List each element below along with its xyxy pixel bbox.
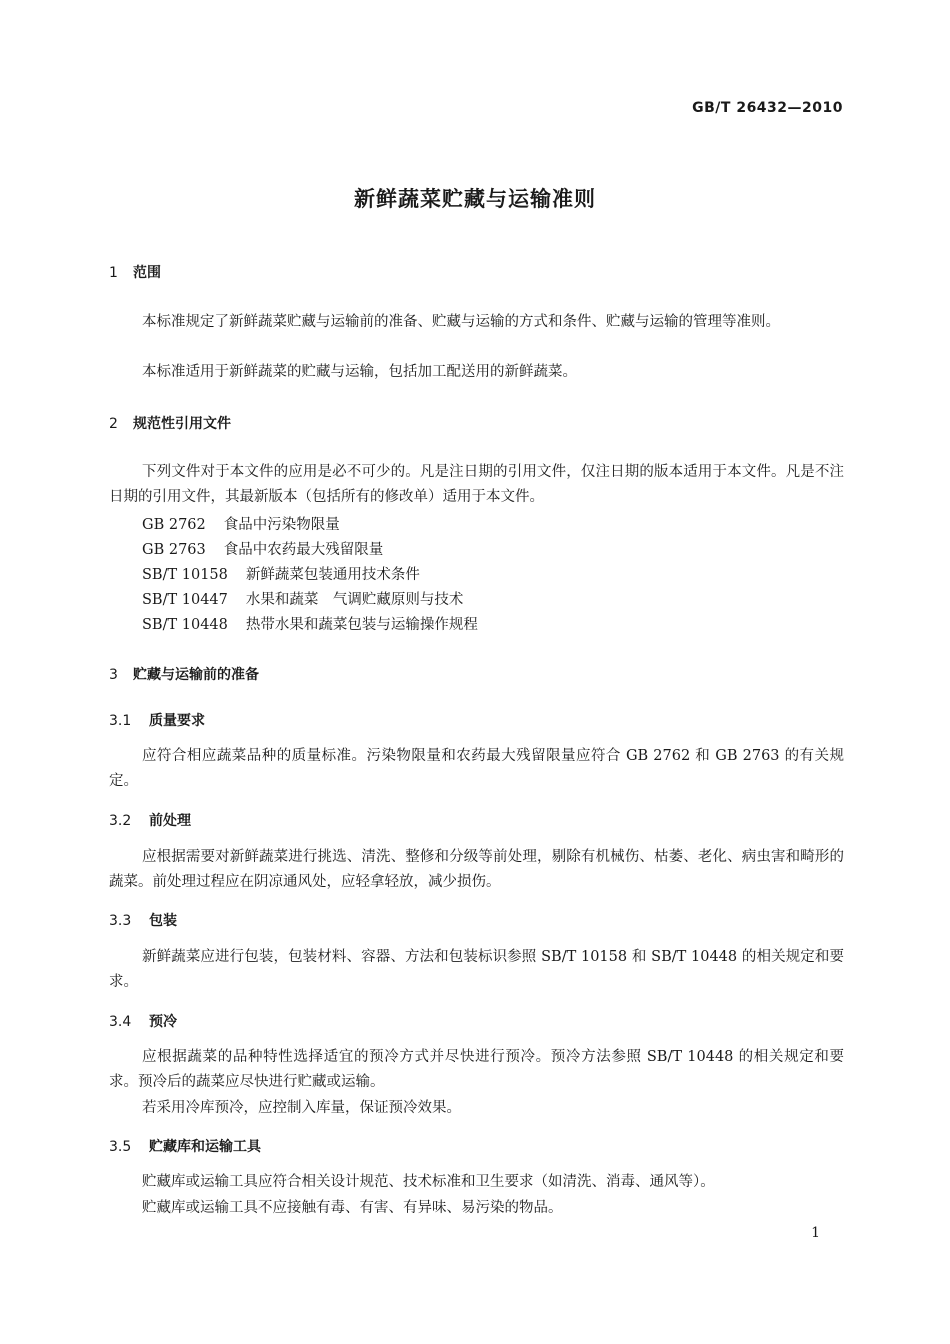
section-1-paragraph-1: 本标准规定了新鲜蔬菜贮藏与运输前的准备、贮藏与运输的方式和条件、贮藏与运输的管理等准则。	[142, 314, 780, 330]
subsection-number: 3.1	[109, 713, 132, 729]
section-3-heading	[109, 664, 259, 684]
reference-title: 新鲜蔬菜包装通用技术条件	[245, 567, 420, 583]
section-number: 1	[109, 265, 118, 281]
reference-title: 食品中污染物限量	[223, 517, 340, 533]
subsection-title: 前处理	[149, 813, 191, 829]
standard-number: GB/T 26432—2010	[692, 100, 843, 116]
subsection-title: 包装	[149, 913, 177, 929]
subsection-3-3-heading	[109, 910, 177, 930]
subsection-3-4-paragraph-2: 若采用冷库预冷，应控制入库量，保证预冷效果。	[142, 1100, 461, 1116]
reference-item	[142, 588, 463, 609]
reference-item	[142, 613, 478, 634]
section-1-paragraph-2: 本标准适用于新鲜蔬菜的贮藏与运输，包括加工配送用的新鲜蔬菜。	[142, 364, 577, 380]
section-2-heading	[109, 413, 231, 433]
subsection-number: 3.2	[109, 813, 132, 829]
section-number: 2	[109, 416, 118, 432]
section-number: 3	[109, 667, 118, 683]
subsection-3-3-paragraph: 新鲜蔬菜应进行包装，包装材料、容器、方法和包装标识参照 SB/T 10158 和 SB/T 10448 的相关规定和要求。	[109, 949, 844, 990]
reference-title: 食品中农药最大残留限量	[223, 542, 384, 558]
reference-code: SB/T 10158	[142, 567, 228, 583]
document-title: 新鲜蔬菜贮藏与运输准则	[354, 187, 596, 211]
subsection-3-5-paragraph-1: 贮藏库或运输工具应符合相关设计规范、技术标准和卫生要求（如清洗、消毒、通风等）。	[142, 1174, 715, 1190]
subsection-3-5-heading	[109, 1136, 261, 1156]
reference-item	[142, 513, 340, 534]
subsection-3-2-paragraph: 应根据需要对新鲜蔬菜进行挑选、清洗、整修和分级等前处理，剔除有机械伤、枯萎、老化、病虫害和畸形的蔬菜。前处理过程应在阴凉通风处，应轻拿轻放，减少损伤。	[109, 849, 844, 890]
subsection-3-4-paragraph-1: 应根据蔬菜的品种特性选择适宜的预冷方式并尽快进行预冷。预冷方法参照 SB/T 10448 的相关规定和要求。预冷后的蔬菜应尽快进行贮藏或运输。	[109, 1049, 844, 1090]
section-title: 范围	[133, 265, 161, 281]
section-2-paragraph-1: 下列文件对于本文件的应用是必不可少的。凡是注日期的引用文件，仅注日期的版本适用于本文件。凡是不注日期的引用文件，其最新版本（包括所有的修改单）适用于本文件。	[109, 464, 844, 505]
section-title: 规范性引用文件	[133, 416, 231, 432]
section-title: 贮藏与运输前的准备	[133, 667, 259, 683]
subsection-number: 3.3	[109, 913, 132, 929]
reference-item	[142, 538, 383, 559]
reference-code: GB 2762	[142, 517, 206, 533]
reference-code: GB 2763	[142, 542, 206, 558]
reference-code: SB/T 10447	[142, 592, 228, 608]
subsection-3-4-heading	[109, 1011, 177, 1031]
reference-title: 热带水果和蔬菜包装与运输操作规程	[245, 617, 478, 633]
subsection-title: 贮藏库和运输工具	[149, 1139, 261, 1155]
subsection-3-5-paragraph-2: 贮藏库或运输工具不应接触有毒、有害、有异味、易污染的物品。	[142, 1200, 563, 1216]
reference-title: 水果和蔬菜 气调贮藏原则与技术	[245, 592, 464, 608]
subsection-3-2-heading	[109, 810, 191, 830]
subsection-title: 质量要求	[149, 713, 205, 729]
reference-item	[142, 563, 420, 584]
section-1-heading	[109, 262, 161, 282]
subsection-3-1-heading	[109, 710, 205, 730]
subsection-number: 3.4	[109, 1014, 132, 1030]
subsection-title: 预冷	[149, 1014, 177, 1030]
reference-code: SB/T 10448	[142, 617, 228, 633]
subsection-number: 3.5	[109, 1139, 132, 1155]
page-number: 1	[811, 1225, 820, 1241]
subsection-3-1-paragraph: 应符合相应蔬菜品种的质量标准。污染物限量和农药最大残留限量应符合 GB 2762 和 GB 2763 的有关规定。	[109, 748, 844, 789]
